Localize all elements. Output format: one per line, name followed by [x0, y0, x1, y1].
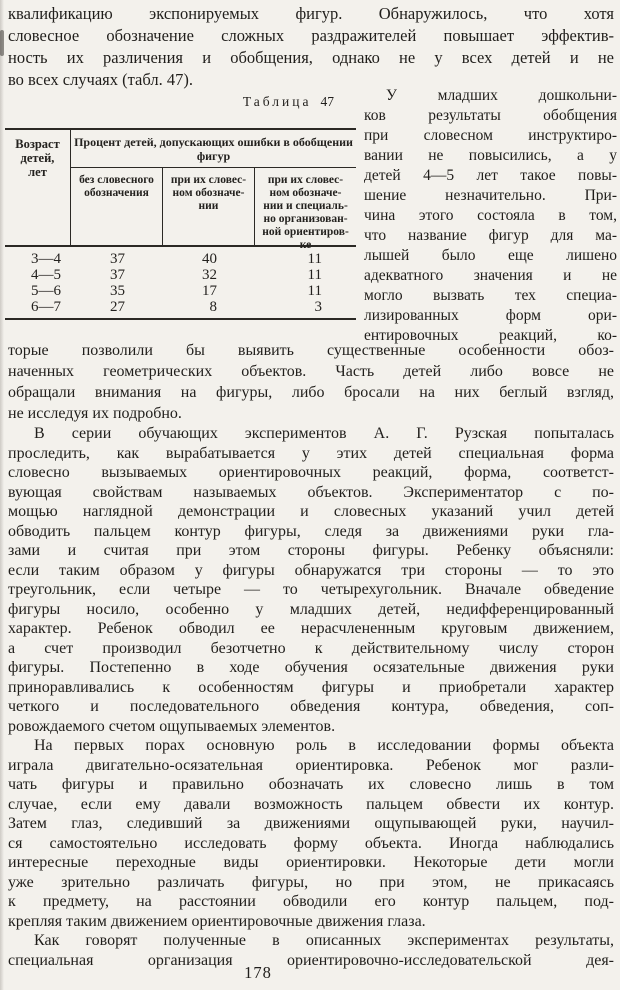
text-line: обращали внимания на фигуры, либо бросали на них беглый взгляд,	[8, 384, 614, 401]
scan-edge-smudge	[0, 30, 4, 56]
text-line: если таким образом у фигуры обнаружатся три стороны — то это	[8, 561, 614, 579]
text-line: ровождаемого счетом ощупываемых элементов.	[8, 717, 336, 735]
text-line: характер. Ребенок обводил ее нерасчлененным круговым движением,	[8, 620, 614, 637]
table-cell: 3—4	[31, 251, 61, 267]
page-number: 178	[244, 963, 272, 982]
text-line: ентировочных реакций, ко-	[364, 327, 617, 344]
text-line: вании не повысились, а у	[364, 147, 617, 164]
table-cell: 11	[307, 283, 322, 299]
table-header-age	[5, 130, 71, 245]
text-line: уже зрительно различать фигуры, но при этом, не прикасаясь	[8, 873, 614, 891]
text-line: а счет производил безотчетно к действительному числу сторон	[8, 639, 614, 657]
table-header-right	[71, 130, 356, 251]
table-cell: 17	[202, 283, 217, 299]
text-line: шение незначительно. При-	[364, 187, 617, 204]
table-cell: 27	[110, 299, 125, 315]
text-line: обводить пальцем контур фигуры, следя за движениями руки гла-	[8, 522, 614, 540]
table-47	[5, 128, 356, 320]
table-cell: 6—7	[31, 299, 61, 315]
text-line: специальная организация ориентировочно-исследовательской дея-	[8, 951, 614, 969]
text-line: чина этого состояла в том,	[364, 207, 617, 224]
text-line: мощью наглядной демонстрации и словесных указаний учил детей	[8, 503, 614, 520]
table-cell: 5—6	[31, 283, 61, 299]
text-line: не исследуя их подробно.	[8, 405, 182, 422]
paragraph-top	[8, 3, 614, 91]
text-line: при словесном инструктиро-	[364, 127, 617, 144]
text-line: треугольник, если четыре — то четырехугольник. Вначале обведение	[8, 581, 614, 598]
table-row	[5, 267, 356, 283]
table-cell: 35	[110, 283, 125, 299]
text-line: ном обозначе-	[172, 187, 245, 199]
table-row	[5, 283, 356, 299]
text-line: лет	[28, 165, 47, 179]
table-cell: 37	[110, 267, 125, 283]
table-header	[5, 130, 356, 251]
table-subheader-2	[163, 168, 255, 245]
text-line: играла двигательно-осязательная ориентировка. Ребенок мог разли-	[8, 756, 614, 774]
text-line: крепляя таким движением ориентировочные движения глаза.	[8, 912, 426, 930]
text-line: вующая свойствам называемых объектов. Экспериментатор с по-	[8, 483, 614, 501]
table-cell: 4—5	[31, 267, 61, 283]
text-line: приноравливались к особенностям фигуры и приобретали характер	[8, 678, 614, 696]
table-cell: 40	[202, 251, 217, 267]
text-line: фигур	[196, 149, 231, 163]
text-line: словесно вызываемых ориентировочных реакций, форма, соответст-	[8, 464, 614, 481]
table-row	[5, 251, 356, 267]
text-line: но организован-	[263, 213, 348, 225]
table-cell: 11	[307, 251, 322, 267]
text-line: ность их различения и обобщения, однако не у всех детей и не	[8, 48, 614, 67]
text-line: чать фигуры и правильно обозначать их словесно лишь в том	[8, 776, 614, 793]
text-line: В серии обучающих экспериментов А. Г. Рузская попыталась	[34, 425, 614, 442]
table-caption-label: Таблица	[242, 94, 312, 109]
text-line: ся самостоятельно исследовать форму объекта. Иногда наблюдались	[8, 834, 614, 852]
text-line: детей,	[20, 151, 55, 165]
text-line: ков результаты обобщения	[364, 107, 617, 124]
paragraph-3	[8, 736, 614, 931]
text-line: проследить, как вырабатывается у этих детей специальная форма	[8, 444, 614, 462]
paragraph-2	[8, 424, 614, 736]
text-line: ном обозначе-	[269, 187, 342, 199]
text-line: при их словес-	[267, 174, 344, 186]
text-line: могло вызвать тех специа-	[364, 287, 617, 304]
text-line: при их словес-	[170, 174, 247, 186]
text-line: фигуры. Постепенно в ходе обучения осязательные движения руки	[8, 659, 614, 676]
table-caption	[0, 94, 352, 110]
text-line: наченных геометрических объектов. Часть детей либо вовсе не	[8, 363, 614, 380]
text-line: адекватного значения и не	[364, 267, 617, 284]
text-line: ке	[299, 239, 312, 251]
text-line: квалификацию экспонируемых фигур. Обнаружилось, что хотя	[8, 4, 614, 23]
table-cell: 32	[202, 267, 217, 283]
text-line: обозначения	[84, 187, 149, 199]
paragraph-continuation	[8, 340, 614, 424]
table-row	[5, 299, 356, 315]
table-subheaders	[71, 168, 356, 251]
text-line: фигуры носило, особенно у младших детей, недифференцированный	[8, 600, 614, 618]
table-cell: 8	[209, 299, 217, 315]
text-line: детей 4—5 лет такое повы-	[364, 167, 617, 184]
text-line: четкого и последовательного обведения контура, обведения, соп-	[8, 698, 614, 715]
table-cell: 11	[307, 267, 322, 283]
table-header-group	[71, 130, 356, 168]
text-line: нии и специаль-	[263, 200, 348, 212]
text-line: к предмету, на расстоянии обводили его контур пальцем, под-	[8, 893, 614, 910]
text-line: У младших дошкольни-	[386, 87, 617, 104]
text-line: словесное обозначение сложных раздражителей повышает эффектив-	[8, 26, 614, 45]
text-line: Процент детей, допускающих ошибки в обобщении	[74, 135, 353, 149]
text-line: лизированных форм ори-	[364, 307, 617, 324]
text-line: На первых порах основную роль в исследовании формы объекта	[34, 737, 614, 754]
text-line: ной ориентиров-	[262, 226, 349, 238]
text-line: без словесного	[79, 174, 154, 186]
text-line: торые позволили бы выявить существенные особенности обоз-	[8, 342, 614, 359]
table-cell: 37	[110, 251, 125, 267]
text-line: нии	[198, 200, 219, 212]
text-line: случае, если ему давали возможность пальцем обвести их контур.	[8, 795, 614, 813]
table-subheader-1	[71, 168, 163, 245]
text-line: Возраст	[15, 137, 60, 151]
paragraph-4	[8, 931, 614, 970]
table-body	[5, 247, 356, 320]
paragraph-right-column	[364, 86, 617, 346]
text-line: лышей было еще лишено	[364, 247, 617, 264]
text-line: зами и считая при этом стороны фигуры. Ребенку объясняли:	[8, 542, 614, 559]
text-line: во всех случаях (табл. 47).	[8, 70, 193, 89]
table-subheader-3	[255, 168, 356, 251]
scan-edge-shadow	[0, 0, 4, 990]
text-line: Как говорят полученные в описанных экспериментах результаты,	[34, 932, 614, 949]
text-line: интересные переходные виды ориентировки. Некоторые дети могли	[8, 854, 614, 871]
table-cell: 3	[314, 299, 322, 315]
text-line: что название фигур для ма-	[364, 227, 617, 244]
table-caption-number: 47	[320, 94, 334, 109]
text-line: Затем глаз, следивший за движениями ощупывающей руки, научил-	[8, 815, 614, 832]
